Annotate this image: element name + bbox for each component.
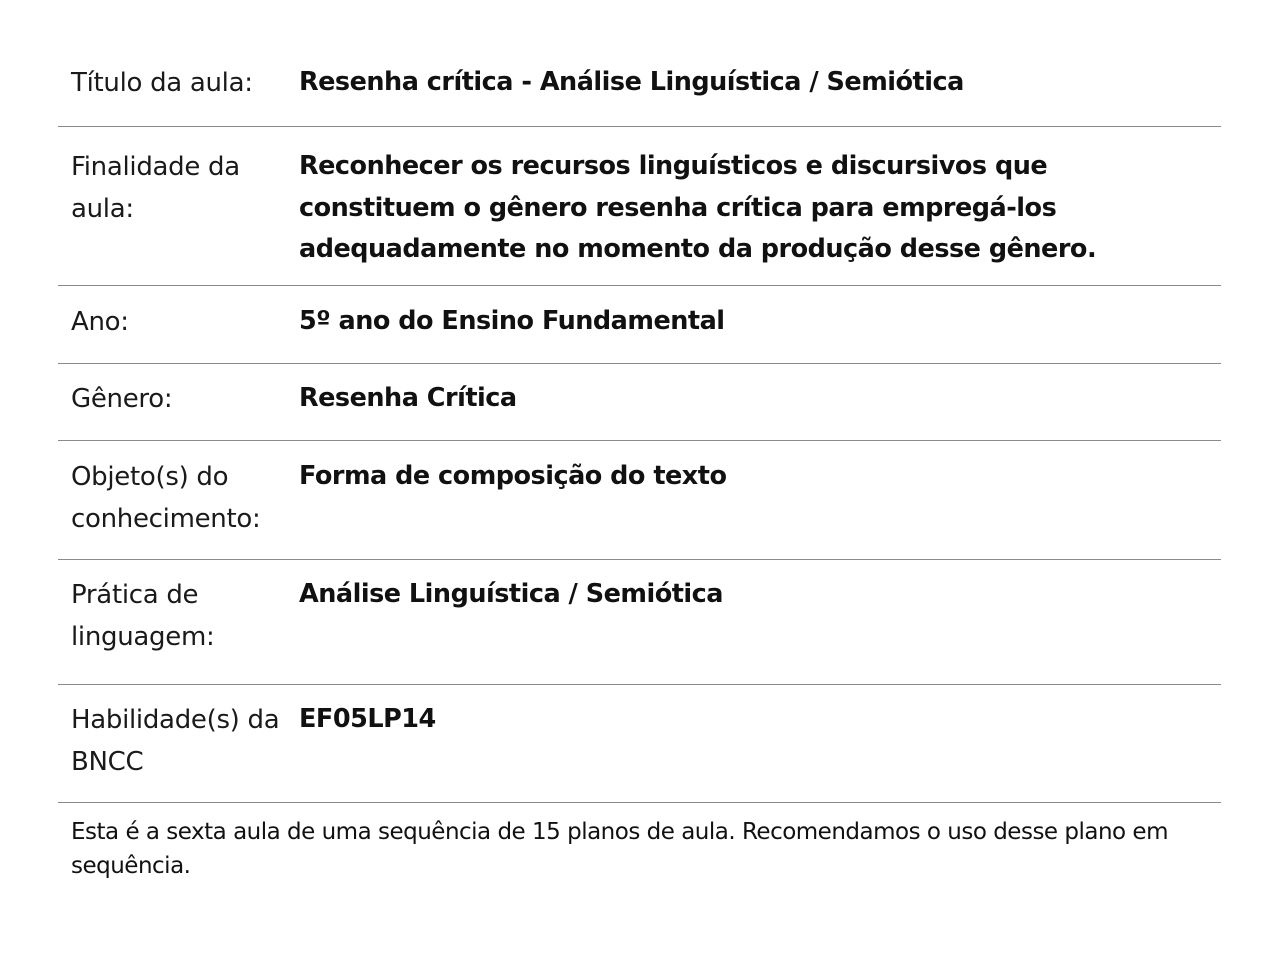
row-genero [58, 364, 1221, 441]
row-value: Reconhecer os recursos linguísticos e discursivos que constituem o gênero resenha crítica para empregá-los adequadamente no momento da produção desse gênero. [299, 151, 1097, 264]
row-label: Habilidade(s) da BNCC [71, 705, 280, 777]
row-titulo [58, 40, 1221, 127]
row-value: Resenha Crítica [299, 383, 517, 413]
row-ano [58, 286, 1221, 364]
row-value: EF05LP14 [299, 704, 436, 734]
row-label: Ano: [71, 307, 129, 337]
row-label: Gênero: [71, 384, 173, 414]
row-label: Título da aula: [71, 68, 253, 98]
row-habilidade [58, 685, 1221, 803]
lesson-plan-table [58, 40, 1221, 883]
row-value: Resenha crítica - Análise Linguística / Semiótica [299, 67, 964, 97]
row-value: Forma de composição do texto [299, 461, 727, 491]
row-label: Finalidade da aula: [71, 152, 240, 224]
row-label: Objeto(s) do conhecimento: [71, 462, 261, 534]
row-label: Prática de linguagem: [71, 580, 215, 652]
row-value: Análise Linguística / Semiótica [299, 579, 723, 609]
sequence-note: Esta é a sexta aula de uma sequência de 15 planos de aula. Recomendamos o uso desse plano em sequência. [71, 819, 1168, 879]
row-value: 5º ano do Ensino Fundamental [299, 306, 725, 336]
row-finalidade [58, 127, 1221, 286]
row-objeto [58, 441, 1221, 560]
row-pratica [58, 560, 1221, 685]
